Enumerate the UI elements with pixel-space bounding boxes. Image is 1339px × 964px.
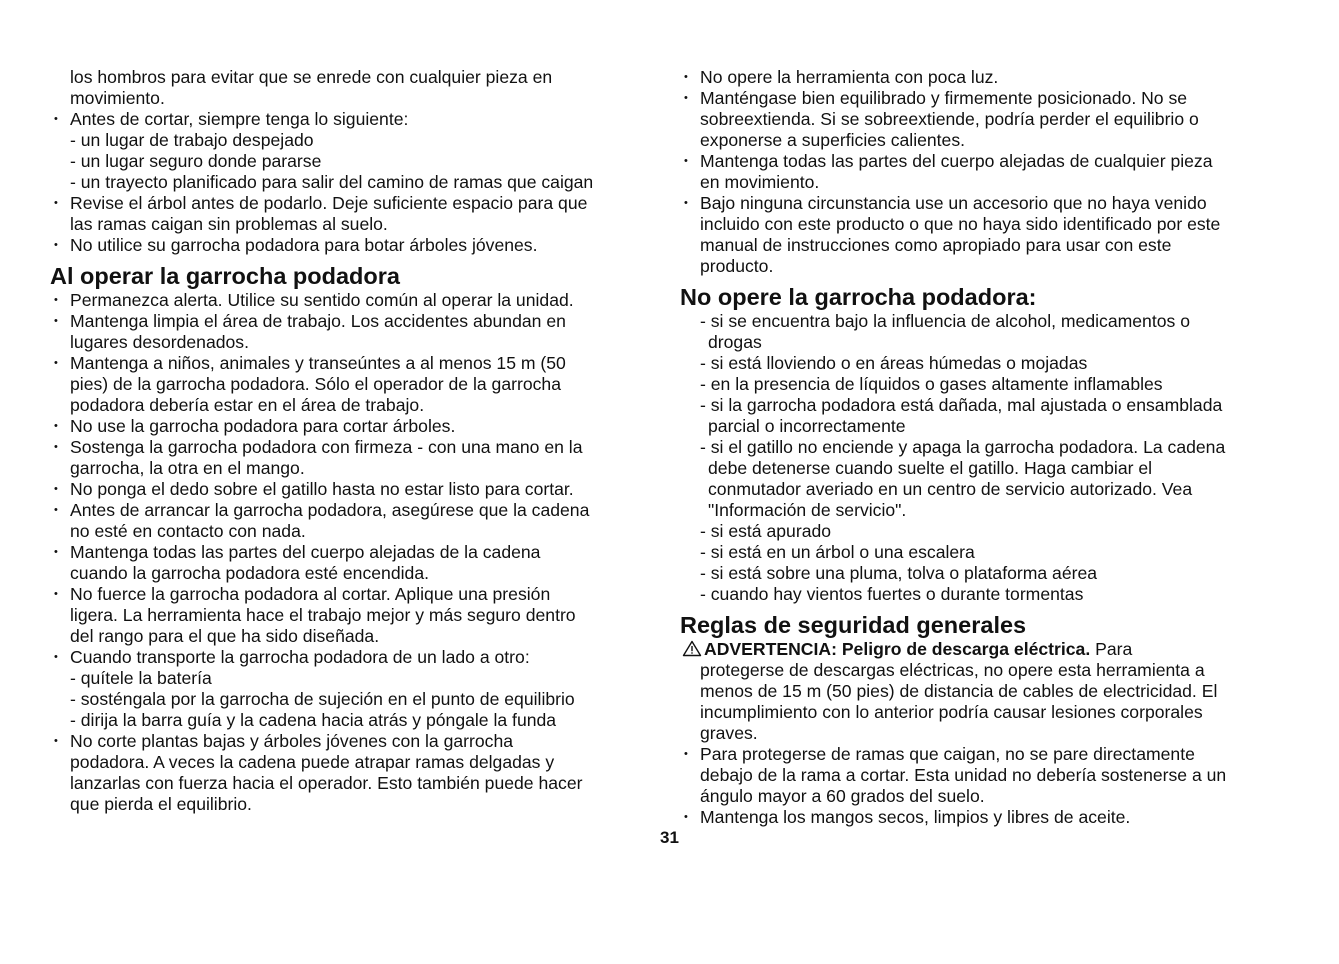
condition-text: "Información de servicio". [708, 500, 907, 520]
bullet-text-continued: lanzarlas con fuerza hacia el operador. Esto también puede hacer [70, 773, 583, 793]
bullet-text-continued: podadora debería estar en el área de trabajo. [70, 395, 425, 415]
bullet-text: • Para protegerse de ramas que caigan, no se pare directamente [680, 744, 1290, 765]
bullet-item [680, 88, 1290, 151]
bullet-text: • Mantenga limpia el área de trabajo. Los accidentes abundan en [50, 311, 660, 332]
bullet-text: • No opere la herramienta con poca luz. [680, 67, 1290, 88]
condition-text: - en la presencia de líquidos o gases altamente inflamables [700, 374, 1163, 394]
bullet-item [50, 193, 660, 235]
intro-paragraph [50, 67, 660, 109]
bullet-item [50, 109, 660, 193]
sub-item: - quítele la batería [70, 668, 212, 688]
bullet-text-continued: producto. [700, 256, 774, 276]
sub-item: - dirija la barra guía y la cadena hacia atrás y póngale la funda [70, 710, 557, 730]
condition-item [680, 521, 1290, 542]
bullet-item [50, 500, 660, 542]
condition-text: parcial o incorrectamente [708, 416, 906, 436]
condition-text: - si está lloviendo o en áreas húmedas o mojadas [700, 353, 1088, 373]
bullet-text-continued: incluido con este producto o que no haya sido identificado por este [700, 214, 1221, 234]
bullet-text-continued: pies) de la garrocha podadora. Sólo el operador de la garrocha [70, 374, 561, 394]
condition-item [680, 374, 1290, 395]
warning-text-line: incumplimiento con lo anterior podría causar lesiones corporales [700, 702, 1203, 722]
intro-bullet-list [50, 109, 660, 256]
condition-item [680, 395, 1290, 437]
bullet-text: • Antes de arrancar la garrocha podadora, asegúrese que la cadena [50, 500, 660, 521]
bullet-text: • Sostenga la garrocha podadora con firmeza - con una mano en la [50, 437, 660, 458]
condition-text: - si se encuentra bajo la influencia de alcohol, medicamentos o [700, 311, 1190, 331]
bullet-text-continued: que pierda el equilibrio. [70, 794, 252, 814]
bullet-text-continued: podadora. A veces la cadena puede atrapar ramas delgadas y [70, 752, 555, 772]
bullet-item [50, 542, 660, 584]
bullet-text-continued: del rango para el que ha sido diseñada. [70, 626, 380, 646]
bullet-item [50, 416, 660, 437]
intro-line: movimiento. [70, 88, 165, 108]
bullet-item [680, 193, 1290, 277]
bullet-text: • Bajo ninguna circunstancia use un accesorio que no haya venido [680, 193, 1290, 214]
section-title-operating: Al operar la garrocha podadora [50, 263, 400, 289]
bullet-text: • Manténgase bien equilibrado y firmemente posicionado. No se [680, 88, 1290, 109]
condition-list [680, 311, 1290, 605]
bullet-text: • Antes de cortar, siempre tenga lo siguiente: [50, 109, 660, 130]
bullet-text-continued: ligera. La herramienta hace el trabajo mejor y más seguro dentro [70, 605, 576, 625]
bullet-text-continued: en movimiento. [700, 172, 820, 192]
bullet-text: • Permanezca alerta. Utilice su sentido común al operar la unidad. [50, 290, 660, 311]
intro-bullet-list [680, 67, 1290, 277]
general-rules-bullet-list [680, 744, 1290, 828]
bullet-item [50, 290, 660, 311]
bullet-text: • Cuando transporte la garrocha podadora de un lado a otro: [50, 647, 660, 668]
bullet-text-continued: lugares desordenados. [70, 332, 249, 352]
bullet-text-continued: las ramas caigan sin problemas al suelo. [70, 214, 388, 234]
bullet-item [50, 647, 660, 731]
bullet-text-continued: no esté en contacto con nada. [70, 521, 306, 541]
bullet-item [680, 744, 1290, 807]
sub-item: - un lugar de trabajo despejado [70, 130, 314, 150]
condition-item [680, 311, 1290, 353]
section-title-do-not-operate: No opere la garrocha podadora: [680, 284, 1037, 310]
warning-title: ADVERTENCIA: Peligro de descarga eléctrica. [704, 639, 1091, 659]
section-title-general-rules: Reglas de seguridad generales [680, 612, 1027, 638]
bullet-text: • No use la garrocha podadora para cortar árboles. [50, 416, 660, 437]
right-column [680, 67, 1290, 828]
left-column [50, 67, 660, 815]
warning-triangle-icon [682, 640, 702, 657]
sub-item: - un lugar seguro donde pararse [70, 151, 322, 171]
bullet-text: • No corte plantas bajas y árboles jóvenes con la garrocha [50, 731, 660, 752]
bullet-text: • Mantenga todas las partes del cuerpo alejadas de cualquier pieza [680, 151, 1290, 172]
bullet-item [50, 437, 660, 479]
condition-item [680, 563, 1290, 584]
warning-text-line: protegerse de descargas eléctricas, no opere esta herramienta a [700, 660, 1205, 680]
bullet-item [50, 235, 660, 256]
condition-text: debe detenerse cuando suelte el gatillo. Haga cambiar el [708, 458, 1153, 478]
sub-item: - sosténgala por la garrocha de sujeción en el punto de equilibrio [70, 689, 575, 709]
condition-text: - si está apurado [700, 521, 832, 541]
bullet-text-continued: cuando la garrocha podadora esté encendida. [70, 563, 429, 583]
bullet-item [680, 151, 1290, 193]
condition-text: - si está en un árbol o una escalera [700, 542, 975, 562]
bullet-item [680, 67, 1290, 88]
warning-text-start: Para [1090, 639, 1133, 659]
condition-item [680, 584, 1290, 605]
warning-text [680, 660, 1290, 744]
bullet-text: • Revise el árbol antes de podarlo. Deje suficiente espacio para que [50, 193, 660, 214]
warning-text-line: graves. [700, 723, 758, 743]
operating-bullet-list [50, 290, 660, 815]
condition-text: drogas [708, 332, 762, 352]
warning-block [680, 639, 1290, 660]
bullet-item [50, 584, 660, 647]
condition-text: - si la garrocha podadora está dañada, mal ajustada o ensamblada [700, 395, 1223, 415]
bullet-text: • No fuerce la garrocha podadora al cortar. Aplique una presión [50, 584, 660, 605]
bullet-item [50, 311, 660, 353]
condition-item [680, 542, 1290, 563]
bullet-text-continued: sobreextienda. Si se sobreextiende, podría perder el equilibrio o [700, 109, 1199, 129]
bullet-item [50, 731, 660, 815]
condition-text: - si está sobre una pluma, tolva o plataforma aérea [700, 563, 1098, 583]
bullet-item [50, 353, 660, 416]
bullet-text: • Mantenga todas las partes del cuerpo alejadas de la cadena [50, 542, 660, 563]
bullet-text: • Mantenga a niños, animales y transeúntes a al menos 15 m (50 [50, 353, 660, 374]
bullet-item [50, 479, 660, 500]
condition-item [680, 353, 1290, 374]
bullet-text: • Mantenga los mangos secos, limpios y libres de aceite. [680, 807, 1290, 828]
warning-text-line: menos de 15 m (50 pies) de distancia de cables de electricidad. El [700, 681, 1218, 701]
bullet-text: • No ponga el dedo sobre el gatillo hasta no estar listo para cortar. [50, 479, 660, 500]
bullet-text: • No utilice su garrocha podadora para botar árboles jóvenes. [50, 235, 660, 256]
bullet-text-continued: garrocha, la otra en el mango. [70, 458, 305, 478]
bullet-text-continued: debajo de la rama a cortar. Esta unidad no debería sostenerse a un [700, 765, 1227, 785]
page-number: 31 [660, 828, 679, 847]
condition-text: - cuando hay vientos fuertes o durante tormentas [700, 584, 1084, 604]
sub-item: - un trayecto planificado para salir del camino de ramas que caigan [70, 172, 594, 192]
intro-line: los hombros para evitar que se enrede con cualquier pieza en [70, 67, 553, 87]
condition-item [680, 437, 1290, 521]
bullet-text-continued: exponerse a superficies calientes. [700, 130, 966, 150]
condition-text: - si el gatillo no enciende y apaga la garrocha podadora. La cadena [700, 437, 1226, 457]
bullet-text-continued: manual de instrucciones como apropiado para usar con este [700, 235, 1172, 255]
bullet-text-continued: ángulo mayor a 60 grados del suelo. [700, 786, 985, 806]
condition-text: conmutador averiado en un centro de servicio autorizado. Vea [708, 479, 1193, 499]
bullet-item [680, 807, 1290, 828]
